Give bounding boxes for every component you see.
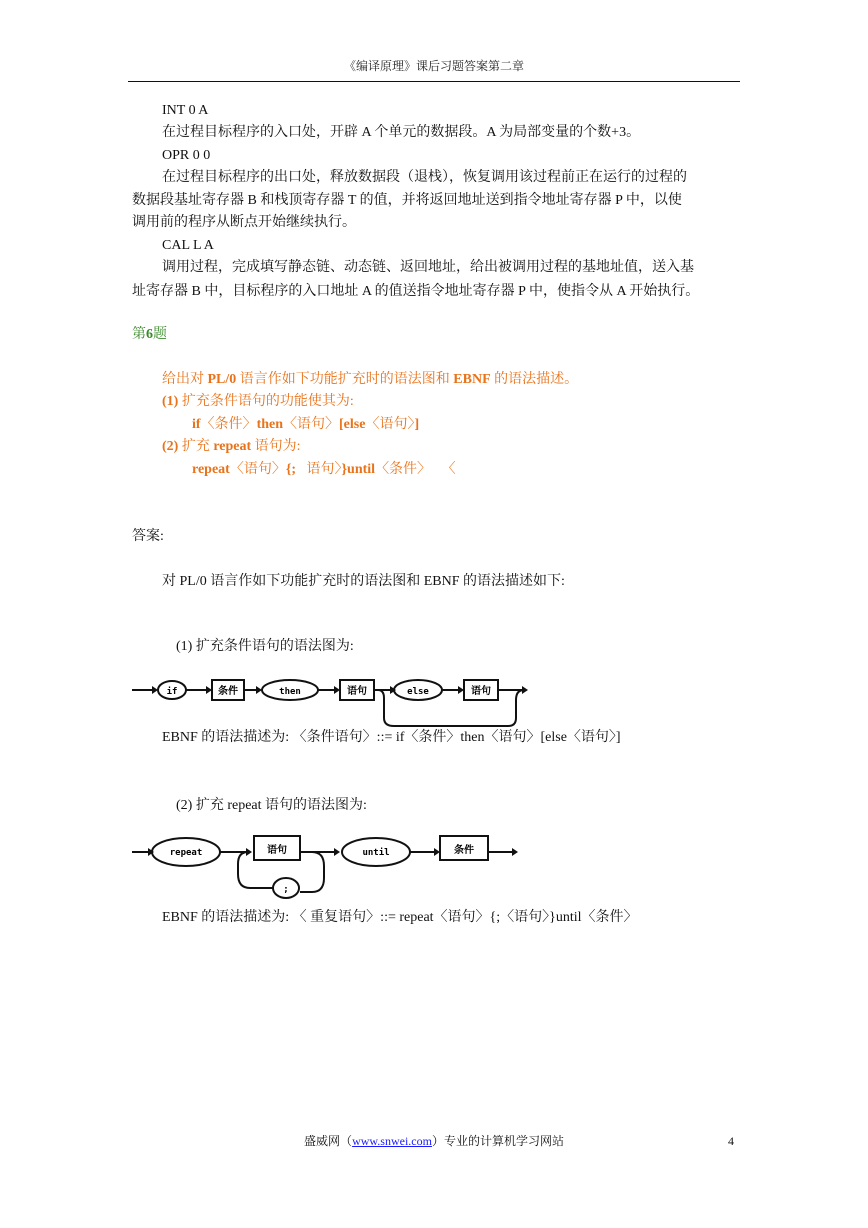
- answer-part-1-ebnf: EBNF 的语法描述为: 〈条件语句〉::= if〈条件〉then〈语句〉[else〈语句〉]: [162, 730, 621, 745]
- answer-part-1-title: (1) 扩充条件语句的语法图为:: [176, 639, 354, 654]
- diagram-1-cond: 条件: [218, 686, 238, 697]
- syntax-then-keyword: then: [256, 417, 284, 432]
- int-instruction: INT 0 A: [162, 103, 209, 118]
- opr-instruction: OPR 0 0: [162, 148, 211, 163]
- syntax-repeat-brace: {;: [285, 462, 297, 477]
- question-item-1-syntax: [192, 416, 419, 434]
- diagram-1-else: else: [407, 687, 429, 697]
- diagram-2-stmt: 语句: [267, 845, 287, 856]
- diagram-2-semicolon: ;: [283, 885, 289, 895]
- syntax-repeat-keyword: repeat: [192, 462, 230, 477]
- question-item-1-text: 扩充条件语句的功能使其为:: [181, 394, 354, 409]
- answer-label: 答案:: [132, 529, 164, 544]
- int-description: 在过程目标程序的入口处，开辟 A 个单元的数据段。A 为局部变量的个数+3。: [162, 125, 641, 140]
- question-heading: [132, 326, 167, 344]
- answer-part-2-ebnf: EBNF 的语法描述为: 〈 重复语句〉::= repeat〈语句〉{;〈语句〉}until〈条件〉: [162, 910, 638, 925]
- opr-description-line-3: 调用前的程序从断点开始继续执行。: [132, 215, 356, 230]
- footer-suffix: ）专业的计算机学习网站: [431, 1134, 564, 1148]
- question-item-2-b: 语句为:: [254, 439, 301, 454]
- question-intro-c: 语言作如下功能扩充时的语法图和: [239, 372, 450, 387]
- page-header-title: 《编译原理》课后习题答案第二章: [343, 59, 524, 73]
- header-rule: [128, 81, 740, 82]
- cal-instruction: CAL L A: [162, 238, 214, 253]
- question-item-2: [162, 438, 301, 456]
- question-heading-suffix: 题: [153, 327, 167, 342]
- opr-description-line-2: 数据段基址寄存器 B 和栈顶寄存器 T 的值，并将返回地址送到指令地址寄存器 P 中，以使: [132, 193, 682, 208]
- diagram-2-cond: 条件: [454, 845, 474, 856]
- diagram-1-stmt-2: 语句: [471, 686, 491, 697]
- question-intro: [162, 371, 578, 389]
- question-item-2-keyword: repeat: [213, 439, 252, 454]
- syntax-stmt: 〈语句〉: [283, 417, 340, 432]
- question-item-2-syntax: [192, 461, 456, 479]
- diagram-2-until: until: [362, 848, 390, 858]
- syntax-repeat-stmt-2: 语句〉: [306, 462, 342, 477]
- syntax-diagram-repeat: [128, 826, 548, 906]
- syntax-repeat-stmt: 〈语句〉: [229, 462, 286, 477]
- syntax-if-keyword: if: [192, 417, 201, 432]
- question-intro-pl0: PL/0: [207, 372, 237, 387]
- question-intro-e: 的语法描述。: [494, 372, 579, 387]
- question-item-2-a: 扩充: [181, 439, 210, 454]
- question-intro-ebnf: EBNF: [453, 372, 491, 387]
- opr-description-line-1: 在过程目标程序的出口处，释放数据段（退栈），恢复调用该过程前正在运行的过程的: [162, 170, 687, 185]
- syntax-stmt-2: 〈语句〉: [365, 417, 415, 432]
- page-number: 4: [728, 1134, 734, 1148]
- question-item-1-number: (1): [162, 394, 179, 409]
- syntax-tail: 〈: [441, 462, 456, 477]
- diagram-2-repeat: repeat: [169, 848, 203, 858]
- cal-description-line-1: 调用过程，完成填写静态链、动态链、返回地址，给出被调用过程的基地址值，送入基: [162, 260, 694, 275]
- diagram-1-if: if: [166, 687, 178, 697]
- page-footer: [0, 1132, 868, 1150]
- syntax-until-keyword: }until: [341, 462, 376, 477]
- diagram-1-stmt: 语句: [347, 686, 367, 697]
- answer-part-2-title: (2) 扩充 repeat 语句的语法图为:: [176, 798, 367, 813]
- syntax-cond: 〈条件〉: [200, 417, 257, 432]
- syntax-until-cond: 〈条件〉: [375, 462, 432, 477]
- question-number: 6: [146, 327, 153, 342]
- question-intro-a: 给出对: [162, 372, 204, 387]
- answer-intro: 对 PL/0 语言作如下功能扩充时的语法图和 EBNF 的语法描述如下:: [162, 574, 565, 589]
- syntax-else-keyword: [else: [339, 417, 366, 432]
- syntax-diagram-if: [128, 672, 548, 732]
- diagram-1-then: then: [279, 687, 301, 697]
- footer-prefix: 盛威网（: [304, 1134, 353, 1148]
- question-item-1: [162, 393, 354, 411]
- question-heading-prefix: 第: [132, 327, 146, 342]
- question-item-2-number: (2): [162, 439, 179, 454]
- syntax-close-bracket: ]: [414, 417, 420, 432]
- cal-description-line-2: 址寄存器 B 中，目标程序的入口地址 A 的值送指令地址寄存器 P 中，使指令从 A 开始执行。: [132, 284, 700, 299]
- footer-site-link[interactable]: www.snwei.com: [352, 1134, 432, 1148]
